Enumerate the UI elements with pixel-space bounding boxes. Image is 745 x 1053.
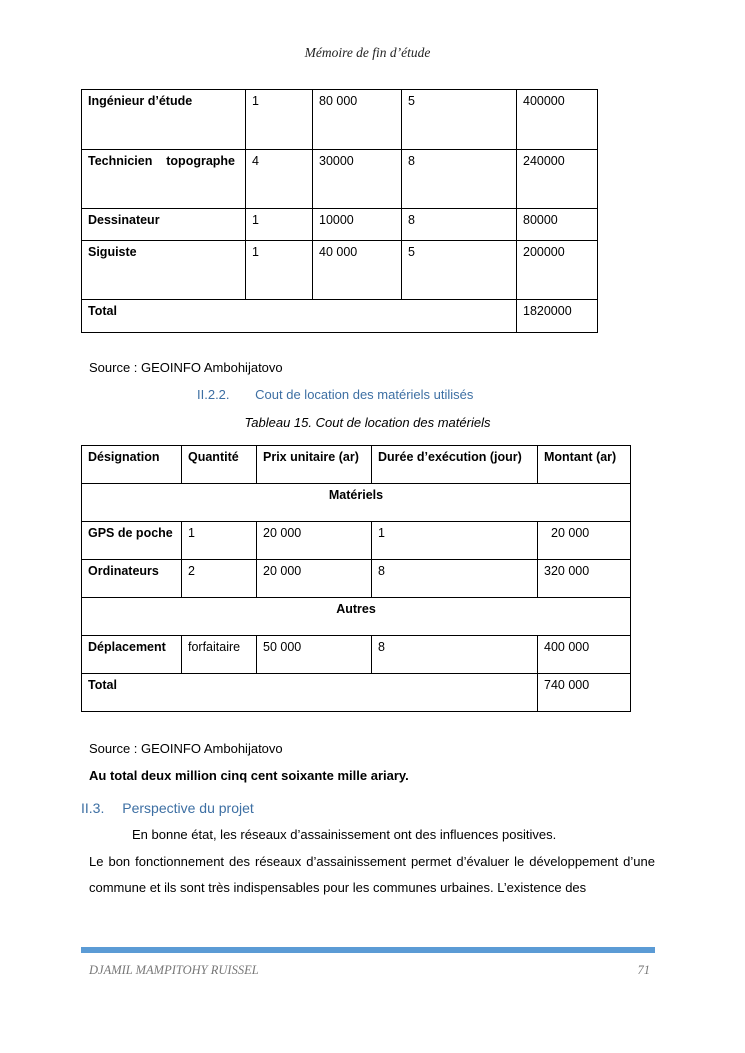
cell: 20 000 xyxy=(257,522,372,560)
footer-bar xyxy=(81,947,655,953)
cell: 1 xyxy=(372,522,538,560)
section-title: Perspective du projet xyxy=(122,800,254,816)
cell: Déplacement xyxy=(82,636,182,674)
table-row xyxy=(82,150,598,209)
summary-text: Au total deux million cinq cent soixante mille ariary. xyxy=(89,768,409,783)
cell: Ingénieur d’étude xyxy=(82,90,246,150)
cell: 400 000 xyxy=(538,636,631,674)
table-row xyxy=(82,560,631,598)
table-row xyxy=(82,209,598,241)
section-title: Cout de location des matériels utilisés xyxy=(255,387,474,402)
table-row xyxy=(82,90,598,150)
table-caption: Tableau 15. Cout de location des matériels xyxy=(244,415,491,430)
cell: 20 000 xyxy=(257,560,372,598)
paragraph-intro: En bonne état, les réseaux d’assainissement ont des influences positives. xyxy=(132,827,557,842)
cell: 8 xyxy=(372,636,538,674)
page-number: 71 xyxy=(637,963,650,977)
column-header: Montant (ar) xyxy=(538,446,631,484)
paragraph-body: Le bon fonctionnement des réseaux d’assainissement permet d’évaluer le développement d’une commune et ils sont très indispensables pour les communes urbaines. L’existence des xyxy=(89,854,655,895)
section-heading-2-2-2 xyxy=(197,387,473,402)
cell: 8 xyxy=(402,209,517,241)
section-number: II.3. xyxy=(81,800,105,816)
cell: 1 xyxy=(246,209,313,241)
cell: 1 xyxy=(182,522,257,560)
cell: 8 xyxy=(372,560,538,598)
column-header: Prix unitaire (ar) xyxy=(257,446,372,484)
cell: 400000 xyxy=(517,90,598,150)
section-number: II.2.2. xyxy=(197,387,230,402)
group-label: Matériels xyxy=(82,484,631,522)
cell: Technicien topographe xyxy=(82,150,246,209)
cell: 1820000 xyxy=(517,300,598,333)
table-header-row xyxy=(82,446,631,484)
cell: 740 000 xyxy=(538,674,631,712)
column-header: Désignation xyxy=(82,446,182,484)
cell: 200000 xyxy=(517,241,598,300)
cell: 40 000 xyxy=(313,241,402,300)
source-note: Source : GEOINFO Ambohijatovo xyxy=(89,360,283,375)
cell: 240000 xyxy=(517,150,598,209)
cell: Total xyxy=(82,674,538,712)
table-row xyxy=(82,522,631,560)
cell: 5 xyxy=(402,241,517,300)
section-heading-2-3 xyxy=(81,800,254,816)
equipment-rental-table xyxy=(81,445,631,712)
column-header: Quantité xyxy=(182,446,257,484)
cell: 5 xyxy=(402,90,517,150)
cell: forfaitaire xyxy=(182,636,257,674)
cell: 80 000 xyxy=(313,90,402,150)
cell: 80000 xyxy=(517,209,598,241)
cell: 30000 xyxy=(313,150,402,209)
cell: Ordinateurs xyxy=(82,560,182,598)
table-total-row xyxy=(82,674,631,712)
cell: 50 000 xyxy=(257,636,372,674)
cell: Total xyxy=(82,300,517,333)
table-total-row xyxy=(82,300,598,333)
footer-author: DJAMIL MAMPITOHY RUISSEL xyxy=(89,963,259,977)
cell: 8 xyxy=(402,150,517,209)
group-row xyxy=(82,598,631,636)
cell: Siguiste xyxy=(82,241,246,300)
cell: 4 xyxy=(246,150,313,209)
cell: 1 xyxy=(246,90,313,150)
cell: 320 000 xyxy=(538,560,631,598)
cost-table-personnel xyxy=(81,89,598,333)
cell: Dessinateur xyxy=(82,209,246,241)
group-label: Autres xyxy=(82,598,631,636)
cell: 2 xyxy=(182,560,257,598)
group-row xyxy=(82,484,631,522)
cell: 1 xyxy=(246,241,313,300)
cell: GPS de poche xyxy=(82,522,182,560)
source-note: Source : GEOINFO Ambohijatovo xyxy=(89,741,283,756)
table-row xyxy=(82,241,598,300)
cell: 20 000 xyxy=(538,522,631,560)
column-header: Durée d’exécution (jour) xyxy=(372,446,538,484)
cell: 10000 xyxy=(313,209,402,241)
table-row xyxy=(82,636,631,674)
page-header: Mémoire de fin d’étude xyxy=(304,45,431,60)
